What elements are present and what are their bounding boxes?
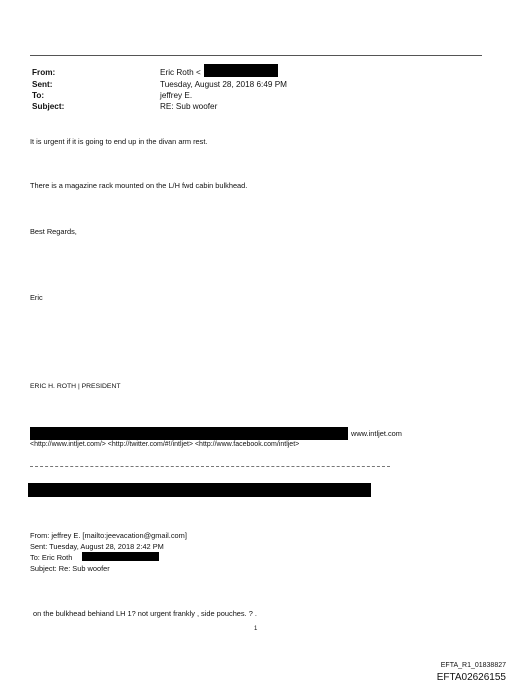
bates-number-small: EFTA_R1_01838827 [440, 662, 506, 669]
redaction-to-email [82, 552, 159, 561]
redaction-signature-line [30, 427, 348, 440]
signature-title: ERIC H. ROTH | PRESIDENT [30, 383, 121, 390]
subject-value: RE: Sub woofer [160, 102, 218, 111]
from-value: Eric Roth < [160, 68, 201, 77]
to-value: jeffrey E. [160, 91, 193, 100]
sent-value: Tuesday, August 28, 2018 6:49 PM [160, 80, 287, 89]
forwarded-to: To: Eric Roth [30, 553, 73, 562]
social-links[interactable]: <http://www.intljet.com/> <http://twitter.com/#!/intljet> <http://www.facebook.com/intljet> [30, 441, 300, 448]
sender-name: Eric [30, 293, 43, 302]
subject-label: Subject: [32, 102, 65, 111]
bates-number-large: EFTA02626155 [436, 672, 506, 683]
top-rule [30, 55, 482, 56]
message-paragraph-2: There is a magazine rack mounted on the L/H fwd cabin bulkhead. [30, 181, 248, 190]
from-label: From: [32, 68, 56, 77]
sent-label: Sent: [32, 80, 53, 89]
website-link[interactable]: www.intljet.com [351, 429, 402, 438]
forwarded-message: on the bulkhead behiand LH 1? not urgent frankly , side pouches. ? . [33, 609, 257, 618]
forwarded-subject: Subject: Re: Sub woofer [30, 564, 110, 573]
forwarded-sent: Sent: Tuesday, August 28, 2018 2:42 PM [30, 542, 164, 551]
to-label: To: [32, 91, 45, 100]
closing-regards: Best Regards, [30, 227, 77, 236]
separator-dashed-line [30, 466, 390, 467]
message-paragraph-1: It is urgent if it is going to end up in the divan arm rest. [30, 137, 208, 146]
redaction-from-email [204, 64, 278, 77]
forwarded-from: From: jeffrey E. [mailto:jeevacation@gmail.com] [30, 531, 187, 540]
redaction-block [28, 483, 371, 497]
page-number: 1 [254, 626, 258, 632]
